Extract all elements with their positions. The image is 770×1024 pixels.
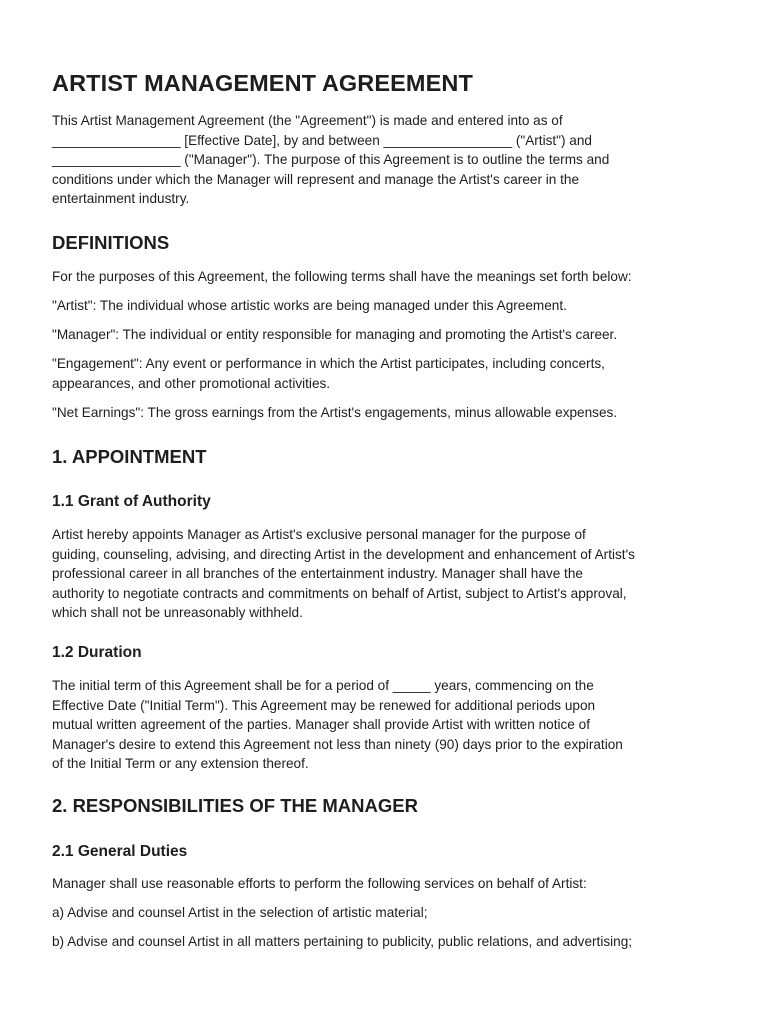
grant-of-authority-paragraph	[52, 525, 635, 623]
grant-line: which shall not be unreasonably withheld.	[52, 605, 303, 621]
duty-item-b: b) Advise and counsel Artist in all matters pertaining to publicity, public relations, and advertising;	[52, 934, 633, 949]
definitions-heading: DEFINITIONS	[52, 232, 170, 253]
definition-engagement-line: "Engagement": Any event or performance in which the Artist participates, including concerts,	[52, 356, 605, 371]
intro-line: conditions under which the Manager will represent and manage the Artist's career in the	[52, 171, 580, 187]
duration-line: The initial term of this Agreement shall be for a period of _____ years, commencing on the	[52, 678, 594, 693]
grant-line: professional career in all branches of the entertainment industry. Manager shall have the	[52, 566, 583, 582]
definition-engagement	[52, 354, 605, 393]
document-title: ARTIST MANAGEMENT AGREEMENT	[52, 70, 473, 96]
general-duties-heading: 2.1 General Duties	[52, 843, 188, 860]
definitions-lead: For the purposes of this Agreement, the following terms shall have the meanings set forth below:	[52, 269, 632, 284]
grant-of-authority-heading: 1.1 Grant of Authority	[52, 493, 211, 510]
duty-item-a: a) Advise and counsel Artist in the selection of artistic material;	[52, 905, 428, 920]
definition-net-earnings: "Net Earnings": The gross earnings from the Artist's engagements, minus allowable expenses.	[52, 405, 618, 420]
duration-line: Manager's desire to extend this Agreement not less than ninety (90) days prior to the expiration	[52, 736, 623, 752]
grant-line: guiding, counseling, advising, and directing Artist in the development and enhancement of Artist's	[52, 546, 635, 562]
duration-line: mutual written agreement of the parties. Manager shall provide Artist with written notice of	[52, 717, 590, 733]
general-duties-lead: Manager shall use reasonable efforts to perform the following services on behalf of Artist:	[52, 876, 587, 891]
intro-line: entertainment industry.	[52, 191, 190, 207]
duration-line: Effective Date ("Initial Term"). This Agreement may be renewed for additional periods upon	[52, 697, 596, 713]
intro-line: _________________ ("Manager"). The purpose of this Agreement is to outline the terms and	[52, 152, 610, 168]
intro-line: This Artist Management Agreement (the "Agreement") is made and entered into as of	[52, 113, 563, 128]
appointment-heading: 1. APPOINTMENT	[52, 446, 207, 467]
grant-line: Artist hereby appoints Manager as Artist's exclusive personal manager for the purpose of	[52, 527, 586, 542]
definition-artist: "Artist": The individual whose artistic works are being managed under this Agreement.	[52, 298, 567, 313]
intro-paragraph	[52, 111, 609, 209]
intro-line: _________________ [Effective Date], by and between _________________ ("Artist") and	[52, 132, 592, 148]
duration-line: of the Initial Term or any extension thereof.	[52, 756, 309, 772]
definition-manager: "Manager": The individual or entity responsible for managing and promoting the Artist's career.	[52, 327, 618, 342]
grant-line: authority to negotiate contracts and commitments on behalf of Artist, subject to Artist's approval,	[52, 585, 627, 601]
definition-engagement-line: appearances, and other promotional activities.	[52, 375, 331, 391]
responsibilities-heading: 2. RESPONSIBILITIES OF THE MANAGER	[52, 795, 418, 816]
duration-heading: 1.2 Duration	[52, 644, 142, 661]
duration-paragraph	[52, 676, 623, 774]
